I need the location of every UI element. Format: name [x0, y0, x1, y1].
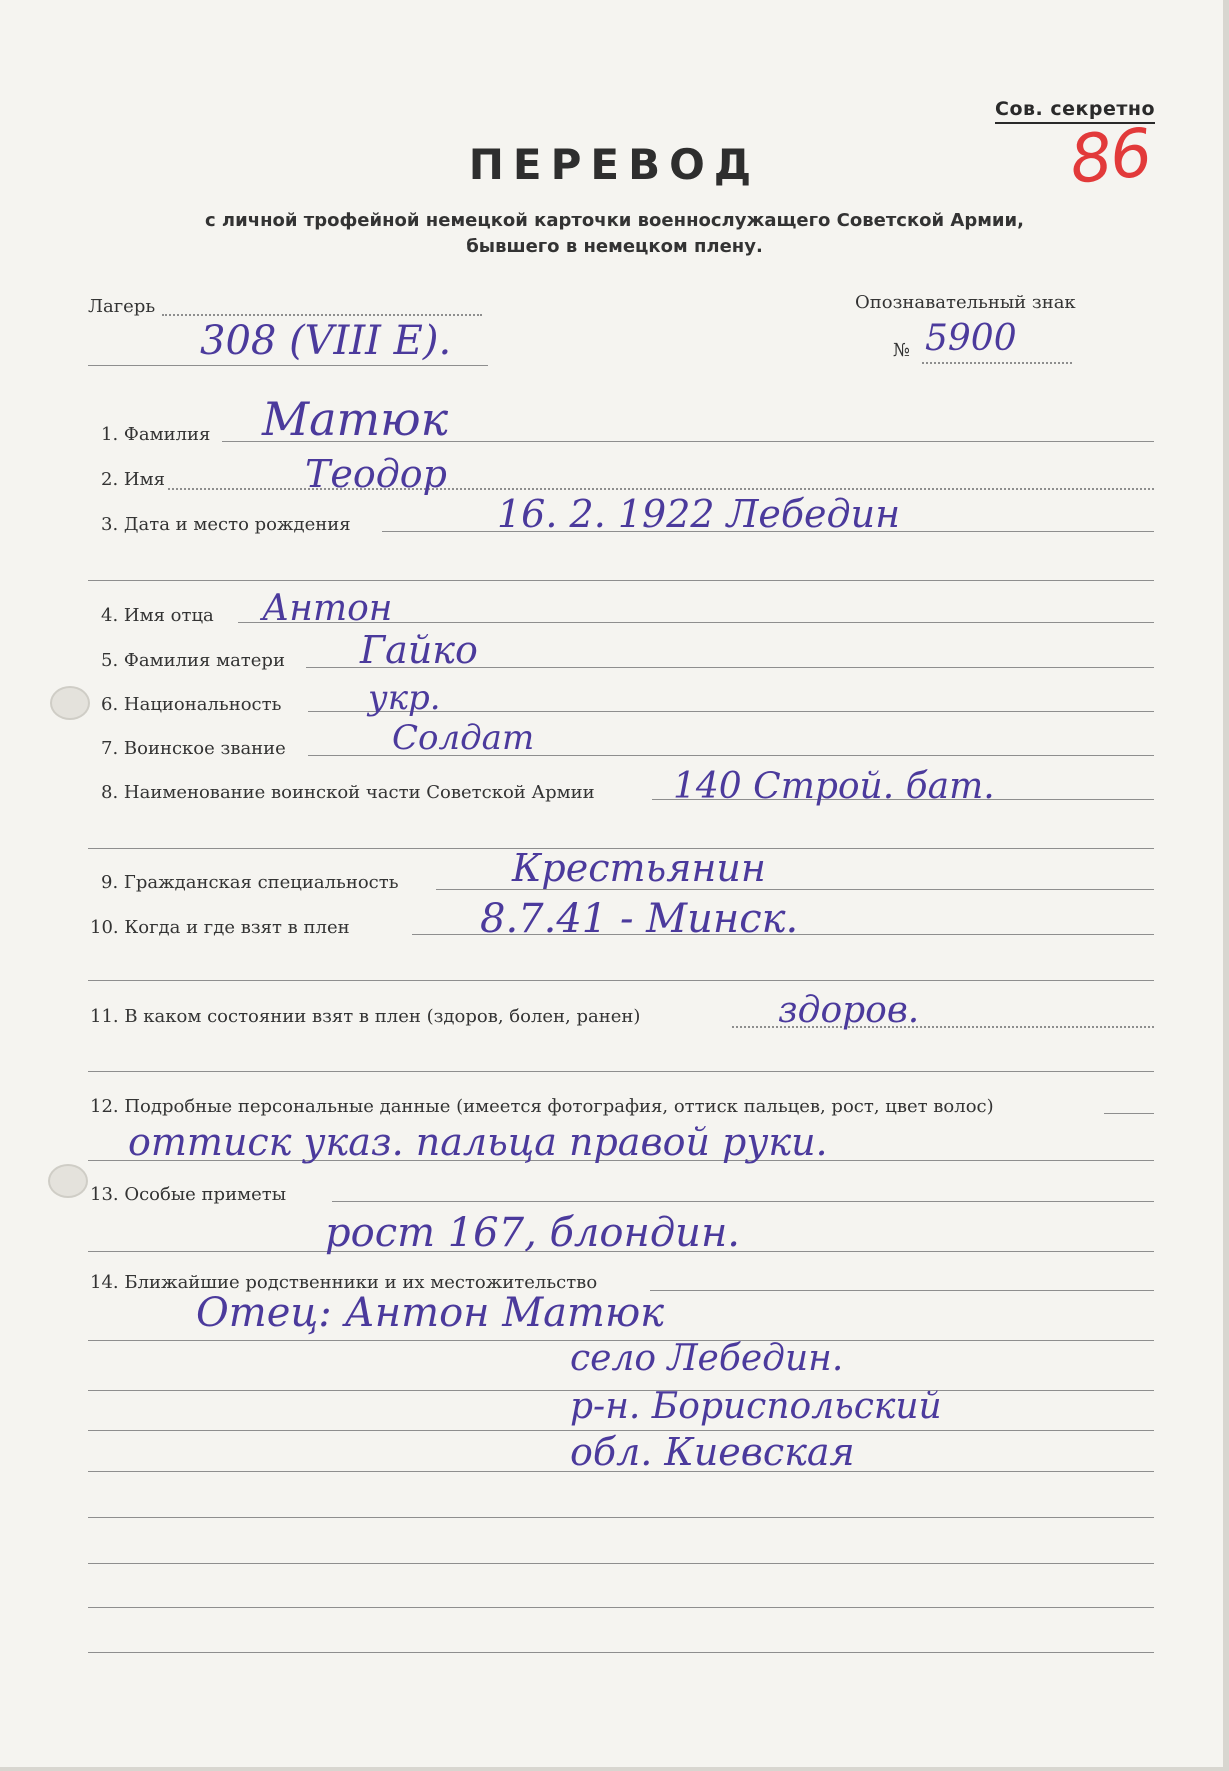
camp-value: 308 (VIII E).	[200, 318, 452, 364]
condition-value: здоров.	[778, 990, 920, 1031]
condition-rule	[88, 1071, 1154, 1072]
first-name-value: Теодор	[305, 452, 447, 496]
relatives-line-2: село Лебедин.	[570, 1338, 844, 1379]
camp-label: Лагерь	[88, 296, 156, 317]
relatives-rule-0	[650, 1290, 1154, 1291]
captured-rule-2	[88, 980, 1154, 981]
relatives-rule-6	[88, 1563, 1154, 1564]
profession-value: Крестьянин	[512, 846, 766, 890]
unit-value: 140 Строй. бат.	[673, 766, 995, 807]
rank-value: Солдат	[392, 718, 535, 758]
rank-label: 7. Воинское звание	[101, 738, 286, 759]
personal-value: оттиск указ. пальца правой руки.	[128, 1120, 828, 1164]
subtitle-line-2: бывшего в немецком плену.	[466, 236, 763, 257]
surname-value: Матюк	[262, 392, 449, 446]
id-tag-label: Опознавательный знак	[855, 292, 1076, 313]
features-rule	[332, 1201, 1154, 1202]
first-name-label: 2. Имя	[101, 469, 165, 490]
red-handwritten-number: 86	[1066, 114, 1154, 199]
unit-label: 8. Наименование воинской части Советской Армии	[101, 782, 595, 803]
profession-label: 9. Гражданская специальность	[101, 872, 399, 893]
punch-hole-top	[50, 686, 90, 720]
features-value: рост 167, блондин.	[325, 1210, 740, 1256]
camp-rule	[88, 365, 488, 366]
birth-label: 3. Дата и место рождения	[101, 514, 351, 535]
father-label: 4. Имя отца	[101, 605, 214, 626]
mother-value: Гайко	[360, 628, 478, 672]
birth-value: 16. 2. 1922 Лебедин	[497, 492, 901, 536]
subtitle-line-1: с личной трофейной немецкой карточки военнослужащего Советской Армии,	[204, 210, 1024, 231]
birth-rule-2	[88, 580, 1154, 581]
relatives-rule-8	[88, 1652, 1154, 1653]
camp-dotted-line	[162, 314, 482, 316]
document-title: ПЕРЕВОД	[468, 140, 761, 189]
features-label: 13. Особые приметы	[90, 1184, 287, 1205]
relatives-label: 14. Ближайшие родственники и их местожительство	[90, 1272, 598, 1293]
nationality-value: укр.	[368, 678, 441, 718]
id-tag-value: 5900	[925, 318, 1017, 359]
personal-rule-end	[1104, 1113, 1154, 1114]
relatives-rule-7	[88, 1607, 1154, 1608]
captured-value: 8.7.41 - Минск.	[480, 896, 799, 942]
relatives-line-4: обл. Киевская	[570, 1430, 855, 1474]
relatives-rule-5	[88, 1517, 1154, 1518]
personal-label: 12. Подробные персональные данные (имеется фотография, оттиск пальцев, рост, цвет волос)	[90, 1096, 994, 1117]
id-dotted-line	[922, 362, 1072, 364]
captured-label: 10. Когда и где взят в плен	[90, 917, 350, 938]
nationality-label: 6. Национальность	[101, 694, 282, 715]
id-number-prefix: №	[893, 340, 911, 361]
classification-stamp: Сов. секретно	[995, 98, 1155, 124]
relatives-line-3: р-н. Бориспольский	[570, 1386, 942, 1427]
father-value: Антон	[262, 588, 393, 629]
surname-label: 1. Фамилия	[101, 424, 211, 445]
mother-label: 5. Фамилия матери	[101, 650, 285, 671]
condition-label: 11. В каком состоянии взят в плен (здоров, болен, ранен)	[90, 1006, 641, 1027]
punch-hole-bottom	[48, 1164, 88, 1198]
document-subtitle	[0, 208, 1229, 260]
relatives-line-1: Отец: Антон Матюк	[196, 1290, 665, 1336]
